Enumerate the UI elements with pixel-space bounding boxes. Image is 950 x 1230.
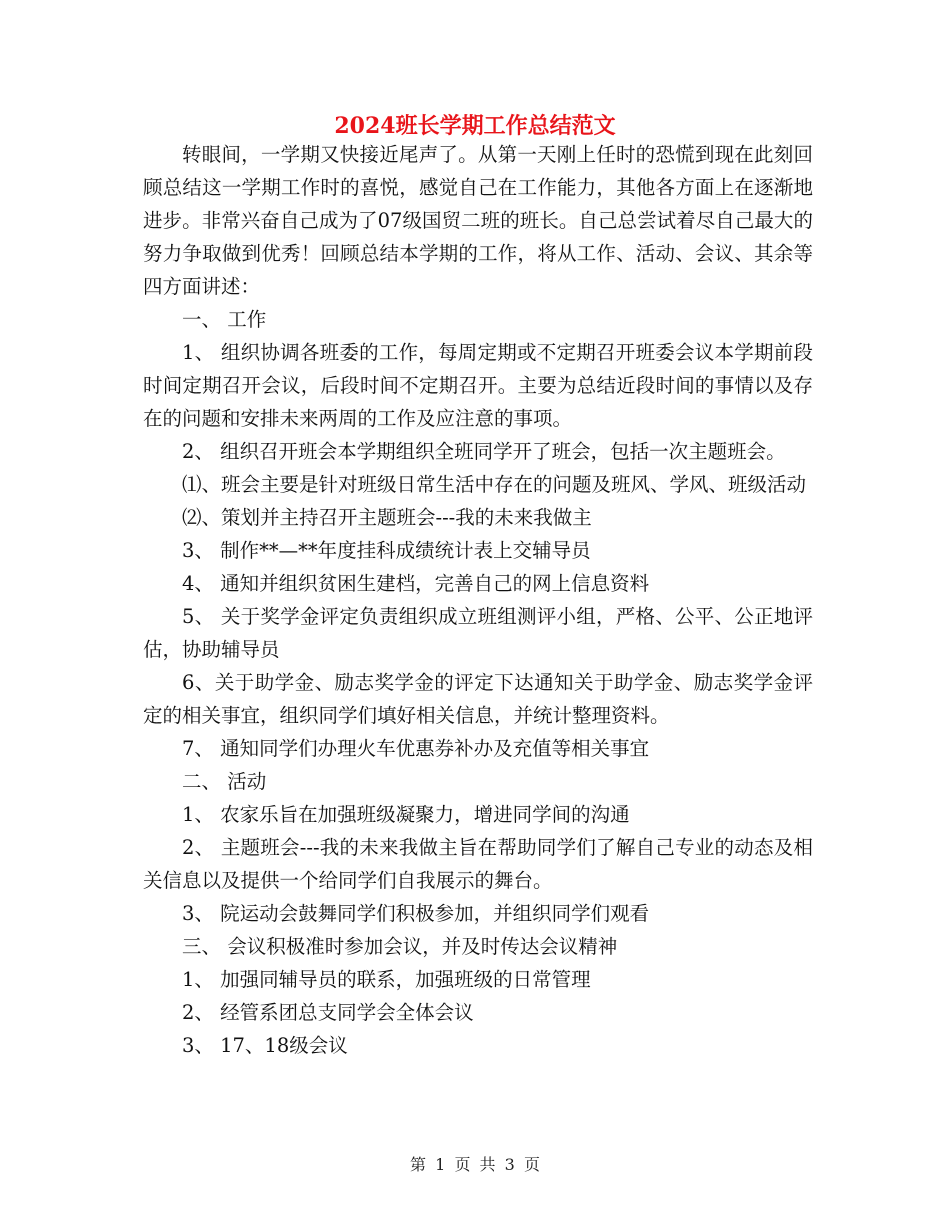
footer-gong: 共 xyxy=(479,1155,496,1174)
paragraph: 3、 17、18级会议 xyxy=(182,1034,348,1057)
document-body xyxy=(143,138,813,1062)
paragraph: 2、 经管系团总支同学会全体会议 xyxy=(182,1001,474,1024)
footer-di: 第 xyxy=(410,1155,427,1174)
paragraph: 3、 院运动会鼓舞同学们积极参加，并组织同学们观看 xyxy=(182,902,650,925)
paragraph-intro: 转眼间，一学期又快接近尾声了。从第一天刚上任时的恐慌到现在此刻回顾总结这一学期工作时的喜悦，感觉自己在工作能力，其他各方面上在逐渐地进步。非常兴奋自己成为了07级国贸二班的班长。自己总尝试着尽自己最大的努力争取做到优秀！回顾总结本学期的工作，将从工作、活动、会议、其余等四方面讲述： xyxy=(143,143,813,298)
footer-ye-2: 页 xyxy=(523,1155,540,1174)
paragraph: 1、 加强同辅导员的联系，加强班级的日常管理 xyxy=(182,968,591,991)
section-heading-work: 一、 工作 xyxy=(182,308,267,331)
paragraph: 5、 关于奖学金评定负责组织成立班组测评小组，严格、公平、公正地评估，协助辅导员 xyxy=(143,605,813,661)
section-heading-meetings: 三、 会议积极准时参加会议，并及时传达会议精神 xyxy=(182,935,618,958)
paragraph: 3、 制作**—**年度挂科成绩统计表上交辅导员 xyxy=(182,539,591,562)
paragraph: 7、 通知同学们办理火车优惠券补办及充值等相关事宜 xyxy=(182,737,650,760)
paragraph: ⑴、班会主要是针对班级日常生活中存在的问题及班风、学风、班级活动 xyxy=(182,473,807,496)
footer-total-pages: 3 xyxy=(504,1155,515,1174)
page-footer xyxy=(0,1152,950,1175)
paragraph: 1、 农家乐旨在加强班级凝聚力，增进同学间的沟通 xyxy=(182,803,630,826)
section-heading-activities: 二、 活动 xyxy=(182,770,267,793)
paragraph: 1、 组织协调各班委的工作，每周定期或不定期召开班委会议本学期前段时间定期召开会议，后段时间不定期召开。主要为总结近段时间的事情以及存在的问题和安排未来两周的工作及应注意的事项。 xyxy=(143,341,813,430)
paragraph: 2、 组织召开班会本学期组织全班同学开了班会，包括一次主题班会。 xyxy=(182,440,786,463)
paragraph: 6、关于助学金、励志奖学金的评定下达通知关于助学金、励志奖学金评定的相关事宜，组织同学们填好相关信息，并统计整理资料。 xyxy=(143,671,813,727)
document-title: 2024班长学期工作总结范文 xyxy=(334,113,616,139)
paragraph: 4、 通知并组织贫困生建档，完善自己的网上信息资料 xyxy=(182,572,650,595)
footer-page-number: 1 xyxy=(435,1155,446,1174)
footer-ye: 页 xyxy=(454,1155,471,1174)
paragraph: ⑵、策划并主持召开主题班会---我的未来我做主 xyxy=(182,506,592,529)
paragraph: 2、 主题班会---我的未来我做主旨在帮助同学们了解自己专业的动态及相关信息以及提供一个给同学们自我展示的舞台。 xyxy=(143,836,813,892)
